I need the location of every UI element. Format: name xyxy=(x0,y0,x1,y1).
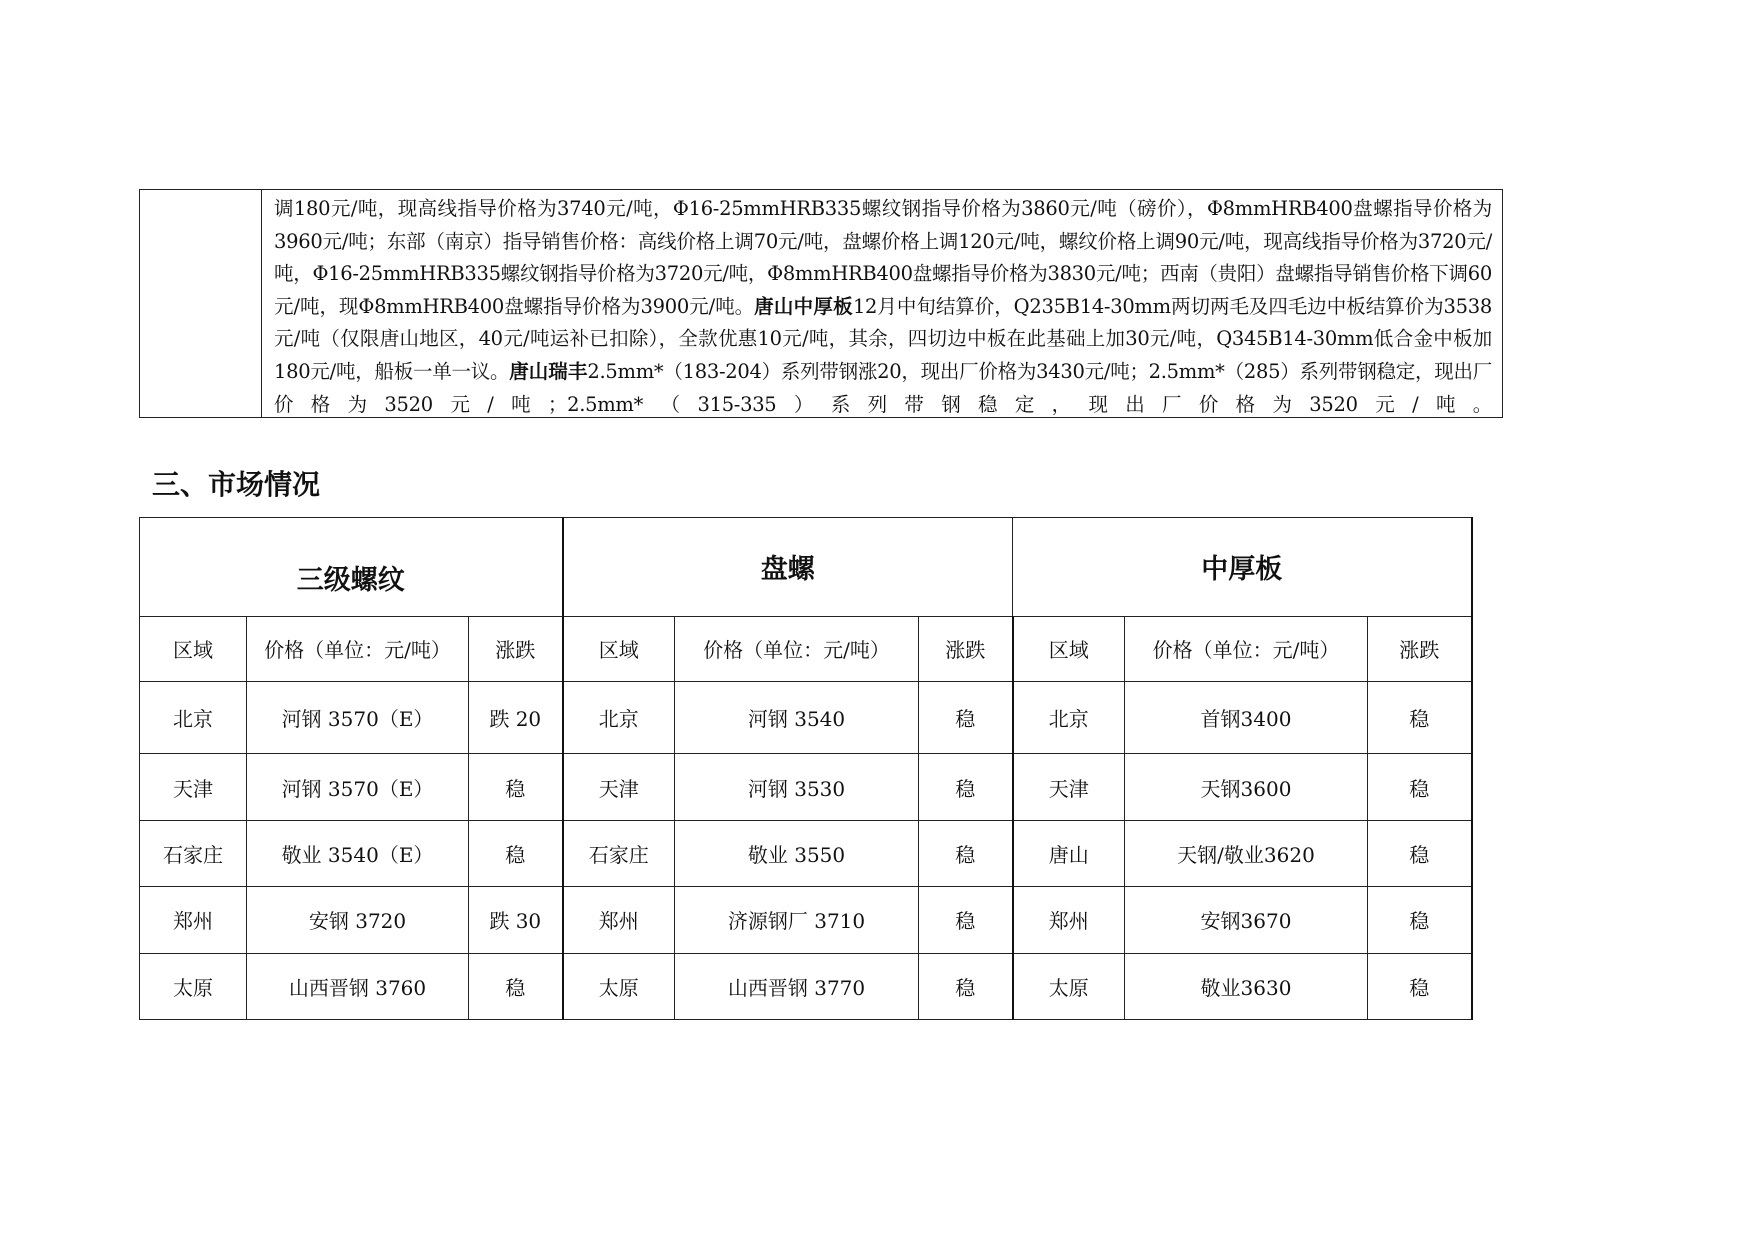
table-row xyxy=(140,953,1472,1019)
rebar-region-cell: 石家庄 xyxy=(140,820,247,886)
rebar-price-cell: 山西晋钢 3760 xyxy=(247,953,469,1019)
coil-change-cell: 稳 xyxy=(919,820,1013,886)
report-paragraph xyxy=(262,190,1502,417)
company-name-tangshan-plate: 唐山中厚板 xyxy=(754,294,853,318)
coil-change-cell: 稳 xyxy=(919,754,1013,820)
plate-price-cell: 敬业3630 xyxy=(1125,953,1368,1019)
coil-price-cell: 河钢 3530 xyxy=(675,754,919,820)
header-region: 区域 xyxy=(140,616,247,681)
rebar-region-cell: 北京 xyxy=(140,681,247,753)
rebar-price-cell: 敬业 3540（E） xyxy=(247,820,469,886)
coil-region-cell: 天津 xyxy=(563,754,675,820)
company-name-tangshan-ruifeng: 唐山瑞丰 xyxy=(509,359,588,383)
plate-region-cell: 郑州 xyxy=(1013,887,1125,953)
rebar-change-cell: 跌 30 xyxy=(469,887,563,953)
plate-change-cell: 稳 xyxy=(1368,681,1472,753)
header-change: 涨跌 xyxy=(469,616,563,681)
header-region: 区域 xyxy=(563,616,675,681)
market-table xyxy=(139,517,1473,1020)
coil-change-cell: 稳 xyxy=(919,681,1013,753)
table-row xyxy=(140,887,1472,953)
plate-region-cell: 太原 xyxy=(1013,953,1125,1019)
section-title: 三、市场情况 xyxy=(152,468,321,501)
rebar-region-cell: 太原 xyxy=(140,953,247,1019)
plate-price-cell: 安钢3670 xyxy=(1125,887,1368,953)
coil-region-cell: 北京 xyxy=(563,681,675,753)
report-label-cell xyxy=(140,190,262,417)
report-text-part-3: 2.5mm*（183-204）系列带钢涨20，现出厂价格为3430元/吨；2.5mm*（285）系列带钢稳定，现出厂价格为3520元/吨；2.5mm*（315-335）系列带钢稳定，现出厂价格为3520元/吨。 xyxy=(274,359,1492,416)
plate-price-cell: 天钢/敬业3620 xyxy=(1125,820,1368,886)
plate-change-cell: 稳 xyxy=(1368,820,1472,886)
rebar-price-cell: 河钢 3570（E） xyxy=(247,681,469,753)
plate-region-cell: 北京 xyxy=(1013,681,1125,753)
rebar-region-cell: 郑州 xyxy=(140,887,247,953)
rebar-price-cell: 河钢 3570（E） xyxy=(247,754,469,820)
table-row xyxy=(140,681,1472,753)
coil-region-cell: 郑州 xyxy=(563,887,675,953)
header-price: 价格（单位：元/吨） xyxy=(247,616,469,681)
coil-price-cell: 山西晋钢 3770 xyxy=(675,953,919,1019)
column-header-row xyxy=(140,616,1472,681)
plate-region-cell: 天津 xyxy=(1013,754,1125,820)
plate-change-cell: 稳 xyxy=(1368,754,1472,820)
group-title-row xyxy=(140,518,1472,617)
rebar-change-cell: 稳 xyxy=(469,820,563,886)
report-text-part-2: 12月中旬结算价，Q235B14-30mm两切两毛及四毛边中板结算价为3538元/吨（仅限唐山地区，40元/吨运补已扣除），全款优惠10元/吨，其余，四切边中板在此基础上加30元/吨，Q345B14-30mm低合金中板加180元/吨，船板一单一议。 xyxy=(274,294,1492,383)
rebar-change-cell: 跌 20 xyxy=(469,681,563,753)
header-price: 价格（单位：元/吨） xyxy=(675,616,919,681)
header-change: 涨跌 xyxy=(919,616,1013,681)
coil-price-cell: 济源钢厂 3710 xyxy=(675,887,919,953)
rebar-change-cell: 稳 xyxy=(469,953,563,1019)
coil-price-cell: 河钢 3540 xyxy=(675,681,919,753)
report-text-box xyxy=(139,189,1503,418)
coil-price-cell: 敬业 3550 xyxy=(675,820,919,886)
group-title-plate: 中厚板 xyxy=(1013,518,1472,617)
header-change: 涨跌 xyxy=(1368,616,1472,681)
plate-region-cell: 唐山 xyxy=(1013,820,1125,886)
group-title-coil: 盘螺 xyxy=(563,518,1013,617)
rebar-change-cell: 稳 xyxy=(469,754,563,820)
coil-change-cell: 稳 xyxy=(919,953,1013,1019)
table-row xyxy=(140,754,1472,820)
rebar-region-cell: 天津 xyxy=(140,754,247,820)
plate-price-cell: 天钢3600 xyxy=(1125,754,1368,820)
plate-change-cell: 稳 xyxy=(1368,887,1472,953)
coil-region-cell: 太原 xyxy=(563,953,675,1019)
report-text-part-1: 调180元/吨，现高线指导价格为3740元/吨，Φ16-25mmHRB335螺纹钢指导价格为3860元/吨（磅价），Φ8mmHRB400盘螺指导价格为3960元/吨；东部（南京）指导销售价格：高线价格上调70元/吨，盘螺价格上调120元/吨，螺纹价格上调90元/吨，现高线指导价格为3720元/吨，Φ16-25mmHRB335螺纹钢指导价格为3720元/吨，Φ8mmHRB400盘螺指导价格为3830元/吨；西南（贵阳）盘螺指导销售价格下调60元/吨，现Φ8mmHRB400盘螺指导价格为3900元/吨。 xyxy=(274,197,1492,318)
header-price: 价格（单位：元/吨） xyxy=(1125,616,1368,681)
header-region: 区域 xyxy=(1013,616,1125,681)
coil-change-cell: 稳 xyxy=(919,887,1013,953)
rebar-price-cell: 安钢 3720 xyxy=(247,887,469,953)
group-title-rebar: 三级螺纹 xyxy=(140,518,563,617)
plate-change-cell: 稳 xyxy=(1368,953,1472,1019)
plate-price-cell: 首钢3400 xyxy=(1125,681,1368,753)
coil-region-cell: 石家庄 xyxy=(563,820,675,886)
table-row xyxy=(140,820,1472,886)
